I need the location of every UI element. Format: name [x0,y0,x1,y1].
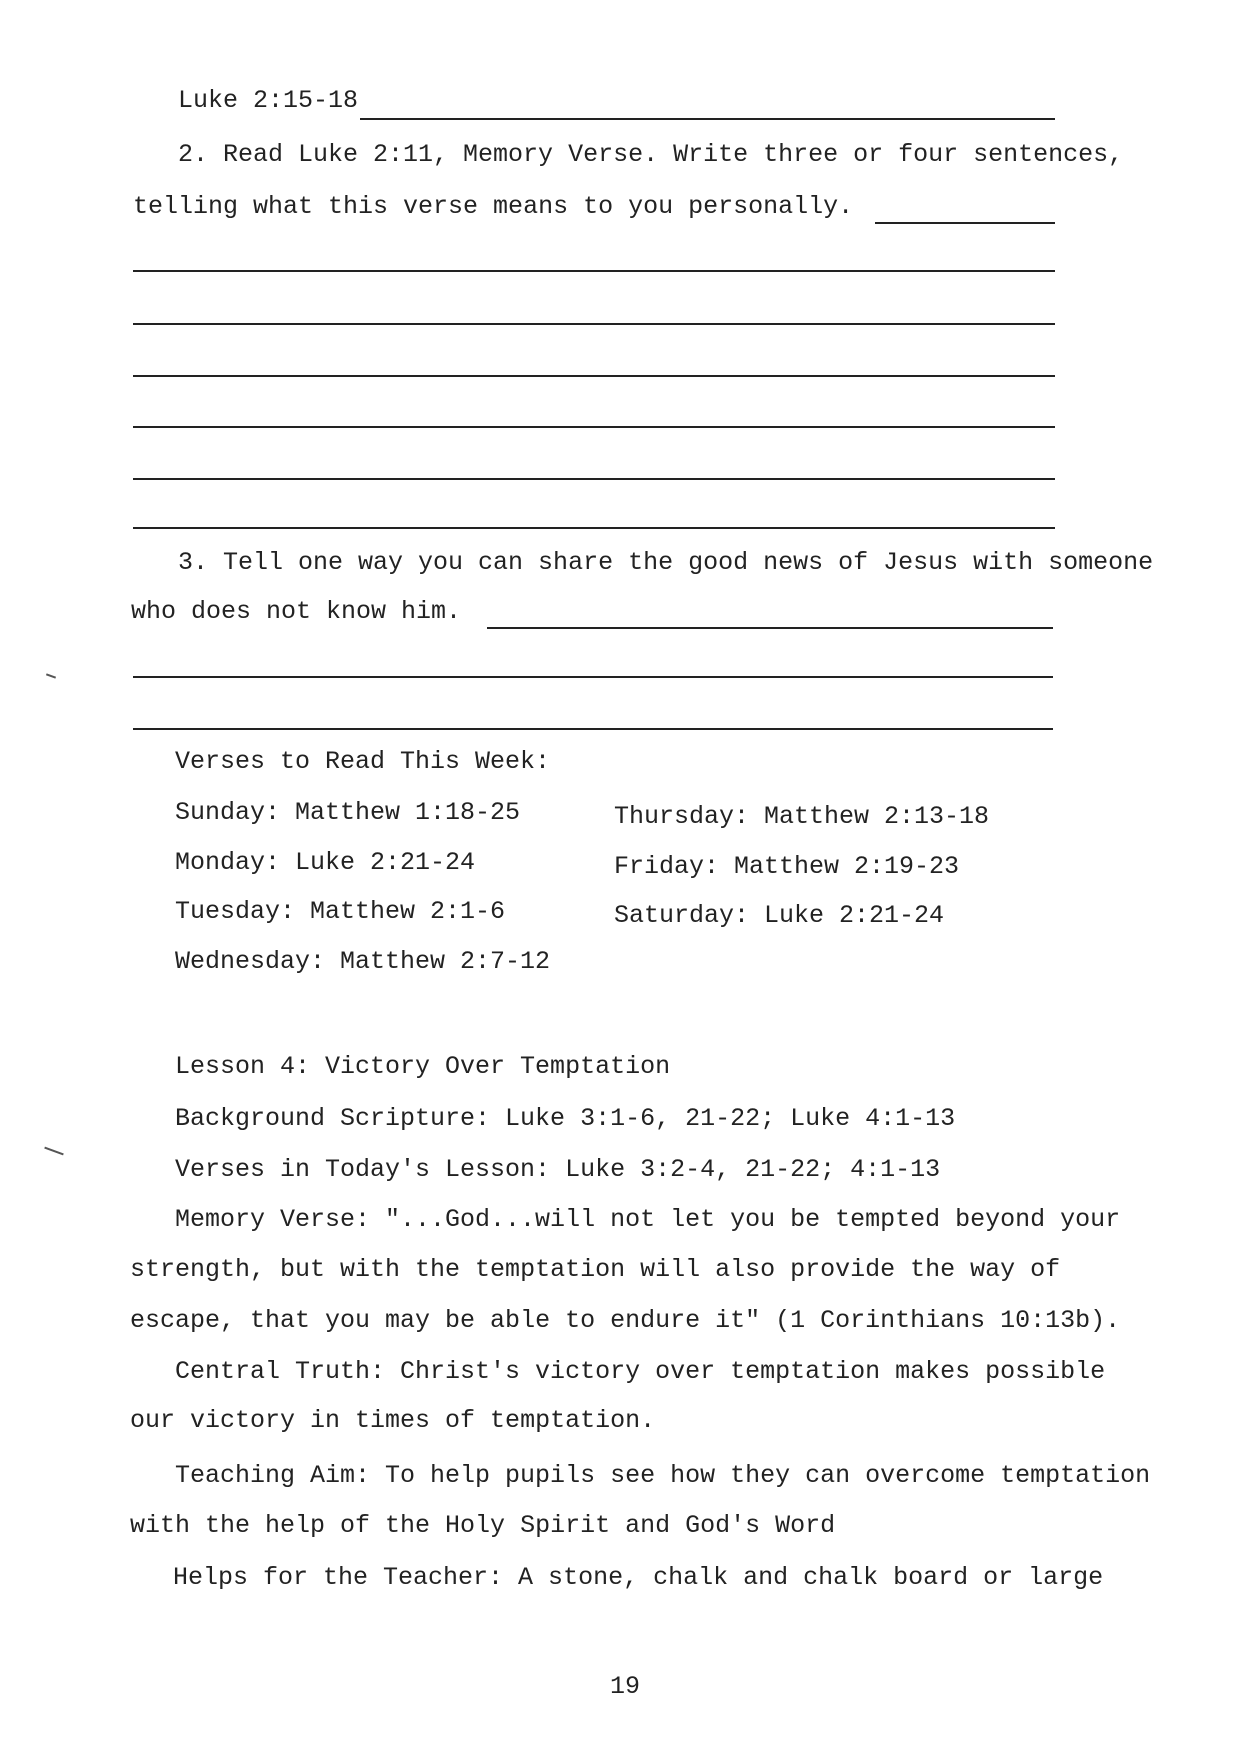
answer-line[interactable] [133,676,1053,678]
day-friday: Friday: Matthew 2:19-23 [614,852,960,881]
central-truth-line1: Central Truth: Christ's victory over temptation makes possible [175,1357,1106,1386]
day-monday: Monday: Luke 2:21-24 [175,848,476,877]
central-truth-line2: our victory in times of temptation. [130,1406,656,1435]
day-wednesday: Wednesday: Matthew 2:7-12 [175,947,551,976]
luke-ref: Luke 2:15-18 [178,86,359,115]
day-thursday: Thursday: Matthew 2:13-18 [614,802,990,831]
background-scripture: Background Scripture: Luke 3:1-6, 21-22; Luke 4:1-13 [175,1104,956,1133]
memory-verse-line3: escape, that you may be able to endure it" (1 Corinthians 10:13b). [130,1306,1121,1335]
lesson-title: Lesson 4: Victory Over Temptation [175,1052,671,1081]
answer-line[interactable] [133,728,1053,730]
memory-verse-line2: strength, but with the temptation will also provide the way of [130,1255,1061,1284]
day-sunday: Sunday: Matthew 1:18-25 [175,798,521,827]
teacher-helps: Helps for the Teacher: A stone, chalk and chalk board or large [173,1563,1104,1592]
memory-verse-line1: Memory Verse: "...God...will not let you be tempted beyond your [175,1205,1121,1234]
answer-line[interactable] [133,426,1055,428]
lesson-verses: Verses in Today's Lesson: Luke 3:2-4, 21-22; 4:1-13 [175,1155,941,1184]
question-3-line1: 3. Tell one way you can share the good news of Jesus with someone [178,548,1154,577]
page-number: 19 [610,1672,641,1701]
scan-mark [46,673,56,678]
answer-line[interactable] [133,270,1055,272]
answer-line[interactable] [487,627,1053,629]
answer-line[interactable] [133,323,1055,325]
day-saturday: Saturday: Luke 2:21-24 [614,901,945,930]
answer-line[interactable] [133,527,1055,529]
teaching-aim-line1: Teaching Aim: To help pupils see how they can overcome temptation [175,1461,1151,1490]
day-tuesday: Tuesday: Matthew 2:1-6 [175,897,506,926]
answer-line[interactable] [133,478,1055,480]
question-3-line2: who does not know him. [131,597,462,626]
question-2-line1: 2. Read Luke 2:11, Memory Verse. Write three or four sentences, [178,140,1124,169]
teaching-aim-line2: with the help of the Holy Spirit and God's Word [130,1511,836,1540]
answer-line[interactable] [875,222,1055,224]
answer-line[interactable] [360,118,1055,120]
weekly-heading: Verses to Read This Week: [175,747,551,776]
scan-mark [44,1147,63,1156]
question-2-line2: telling what this verse means to you personally. [133,192,854,221]
answer-line[interactable] [133,375,1055,377]
